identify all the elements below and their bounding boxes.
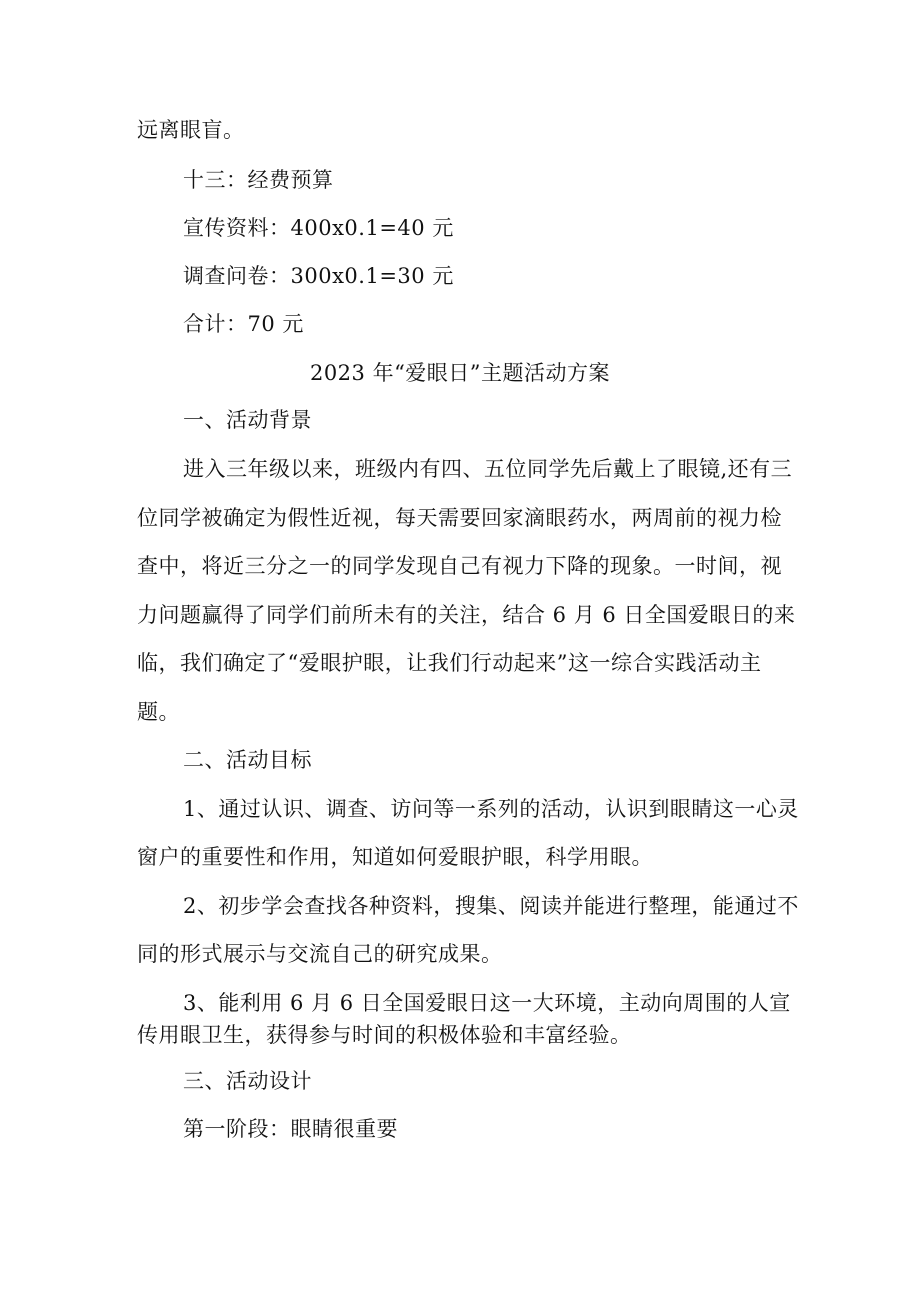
section-heading: 十三：经费预算 [183,168,334,192]
paragraph-line: 进入三年级以来，班级内有四、五位同学先后戴上了眼镜,还有三 [183,457,793,481]
document-title: 2023 年“爱眼日”主题活动方案 [309,361,611,385]
paragraph-line: 窗户的重要性和作用，知道如何爱眼护眼，科学用眼。 [137,845,653,869]
budget-total: 合计：70 元 [183,312,304,336]
section-heading: 一、活动背景 [183,408,312,432]
paragraph-line: 传用眼卫生，获得参与时间的积极体验和丰富经验。 [137,1023,632,1047]
section-heading: 三、活动设计 [183,1069,312,1093]
paragraph-line: 查中，将近三分之一的同学发现自己有视力下降的现象。一时间，视 [137,554,782,578]
paragraph-line: 2、初步学会查找各种资料，搜集、阅读并能进行整理，能通过不 [183,894,799,918]
paragraph-line: 临，我们确定了“爱眼护眼，让我们行动起来”这一综合实践活动主 [137,651,762,675]
paragraph-line: 1、通过认识、调查、访问等一系列的活动，认识到眼睛这一心灵 [183,797,799,821]
text-line: 远离眼盲。 [137,118,245,142]
paragraph-line: 位同学被确定为假性近视，每天需要回家滴眼药水，两周前的视力检 [137,506,782,530]
budget-line: 调查问卷：300x0.1=30 元 [183,264,454,288]
paragraph-line: 题。 [137,700,180,724]
paragraph-line: 3、能利用 6 月 6 日全国爱眼日这一大环境，主动向周围的人宣 [183,991,791,1015]
subsection-heading: 第一阶段：眼睛很重要 [183,1117,398,1141]
section-heading: 二、活动目标 [183,748,312,772]
paragraph-line: 同的形式展示与交流自己的研究成果。 [137,942,503,966]
paragraph-line: 力问题赢得了同学们前所未有的关注，结合 6 月 6 日全国爱眼日的来 [137,603,796,627]
budget-line: 宣传资料：400x0.1=40 元 [183,216,454,240]
